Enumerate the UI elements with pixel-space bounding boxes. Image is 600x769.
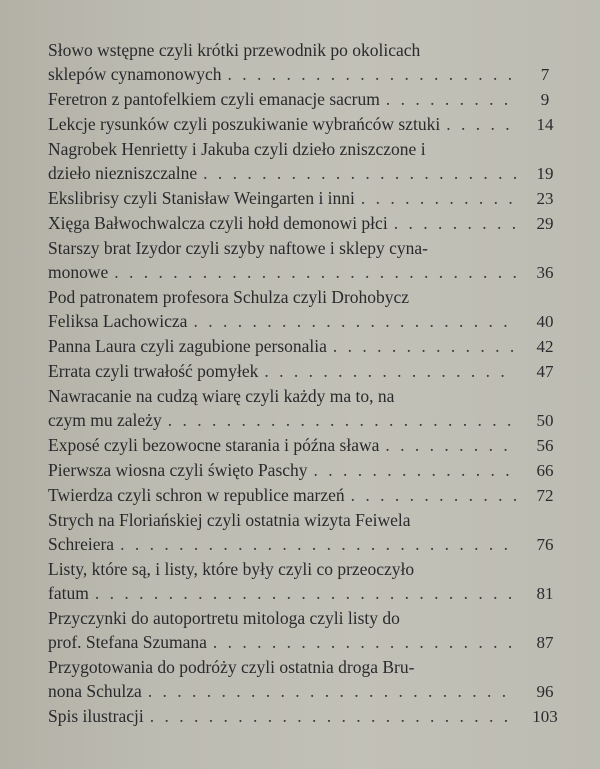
toc-entry-title-line: Starszy brat Izydor czyli szyby naftowe i sklepy cyna- [48, 238, 429, 258]
page-number: 76 [536, 535, 554, 554]
toc-entry-title-line: Ekslibrisy czyli Stanisław Weingarten i inni [48, 188, 355, 208]
dot-leader [120, 532, 516, 556]
dot-leader [385, 433, 516, 457]
page-number: 72 [536, 486, 554, 505]
toc-entry [48, 87, 568, 112]
page-number: 7 [540, 65, 550, 84]
dot-leader [446, 112, 516, 136]
toc-entry-title-line: Listy, które są, i listy, które były czyli co przeoczyło [48, 559, 415, 579]
toc-entry-title-line: prof. Stefana Szumana [48, 632, 207, 652]
toc-entry-title-line: Panna Laura czyli zagubione personalia [48, 336, 327, 356]
page-number: 81 [536, 584, 554, 603]
page-number: 47 [536, 362, 554, 381]
toc-entry-title-line: Pod patronatem profesora Schulza czyli Drohobycz [48, 287, 410, 307]
toc-entry-title-line: nona Schulza [48, 681, 142, 701]
toc-entry-title-line: Nawracanie na cudzą wiarę czyli każdy ma to, na [48, 386, 395, 406]
toc-entry [48, 655, 568, 704]
dot-leader [314, 458, 516, 482]
toc-entry-title-line: Feliksa Lachowicza [48, 311, 188, 331]
toc-entry-title-line: Xięga Bałwochwalcza czyli hołd demonowi płci [48, 213, 388, 233]
table-of-contents [48, 38, 568, 729]
toc-entry [48, 186, 568, 211]
page-number: 36 [536, 263, 554, 282]
toc-entry-title-line: Feretron z pantofelkiem czyli emanacje sacrum [48, 89, 380, 109]
page-number: 14 [536, 115, 554, 134]
dot-leader [264, 359, 516, 383]
dot-leader [361, 186, 516, 210]
page-number: 96 [536, 682, 554, 701]
toc-entry [48, 137, 568, 186]
page-number: 56 [536, 436, 554, 455]
dot-leader [150, 704, 516, 728]
dot-leader [213, 630, 516, 654]
page-number: 66 [536, 461, 554, 480]
toc-entry-title-line: Przygotowania do podróży czyli ostatnia droga Bru- [48, 657, 415, 677]
toc-entry-title-line: fatum [48, 583, 89, 603]
toc-entry [48, 285, 568, 334]
page-number: 40 [536, 312, 554, 331]
toc-entry-title-line: sklepów cynamonowych [48, 64, 222, 84]
dot-leader [394, 211, 516, 235]
toc-entry [48, 606, 568, 655]
toc-entry-title-line: Spis ilustracji [48, 706, 144, 726]
toc-entry-title-line: Errata czyli trwałość pomyłek [48, 361, 259, 381]
page-number: 42 [536, 337, 554, 356]
dot-leader [203, 161, 516, 185]
dot-leader [351, 483, 516, 507]
toc-entry [48, 334, 568, 359]
toc-entry-title-line: Exposé czyli bezowocne starania i późna sława [48, 435, 380, 455]
toc-entry [48, 483, 568, 508]
dot-leader [148, 679, 516, 703]
page-number: 23 [536, 189, 554, 208]
toc-entry [48, 359, 568, 384]
toc-entry [48, 236, 568, 285]
dot-leader [333, 334, 516, 358]
toc-entry [48, 557, 568, 606]
dot-leader [193, 309, 516, 333]
toc-entry [48, 112, 568, 137]
page-number: 50 [536, 411, 554, 430]
toc-entry [48, 38, 568, 87]
toc-entry [48, 508, 568, 557]
page-number: 103 [532, 707, 558, 726]
dot-leader [228, 62, 516, 86]
page-number: 9 [540, 90, 550, 109]
toc-entry-title-line: Strych na Floriańskiej czyli ostatnia wizyta Feiwela [48, 510, 411, 530]
toc-entry-title-line: Pierwsza wiosna czyli święto Paschy [48, 460, 308, 480]
dot-leader [168, 408, 516, 432]
dot-leader [386, 87, 516, 111]
dot-leader [95, 581, 516, 605]
toc-entry-title-line: Nagrobek Henrietty i Jakuba czyli dzieło zniszczone i [48, 139, 426, 159]
toc-entry [48, 458, 568, 483]
toc-entry-title-line: monowe [48, 262, 109, 282]
toc-entry [48, 211, 568, 236]
toc-entry-title-line: Schreiera [48, 534, 115, 554]
page-number: 29 [536, 214, 554, 233]
dot-leader [114, 260, 516, 284]
toc-entry-title-line: Twierdza czyli schron w republice marzeń [48, 485, 345, 505]
toc-entry-title-line: czym mu zależy [48, 410, 162, 430]
toc-entry-title-line: Słowo wstępne czyli krótki przewodnik po okolicach [48, 40, 421, 60]
toc-entry [48, 704, 568, 729]
toc-entry [48, 433, 568, 458]
page-number: 87 [536, 633, 554, 652]
toc-entry-title-line: Lekcje rysunków czyli poszukiwanie wybrańców sztuki [48, 114, 441, 134]
toc-entry [48, 384, 568, 433]
toc-entry-title-line: Przyczynki do autoportretu mitologa czyli listy do [48, 608, 400, 628]
toc-entry-title-line: dzieło niezniszczalne [48, 163, 198, 183]
page-number: 19 [536, 164, 554, 183]
